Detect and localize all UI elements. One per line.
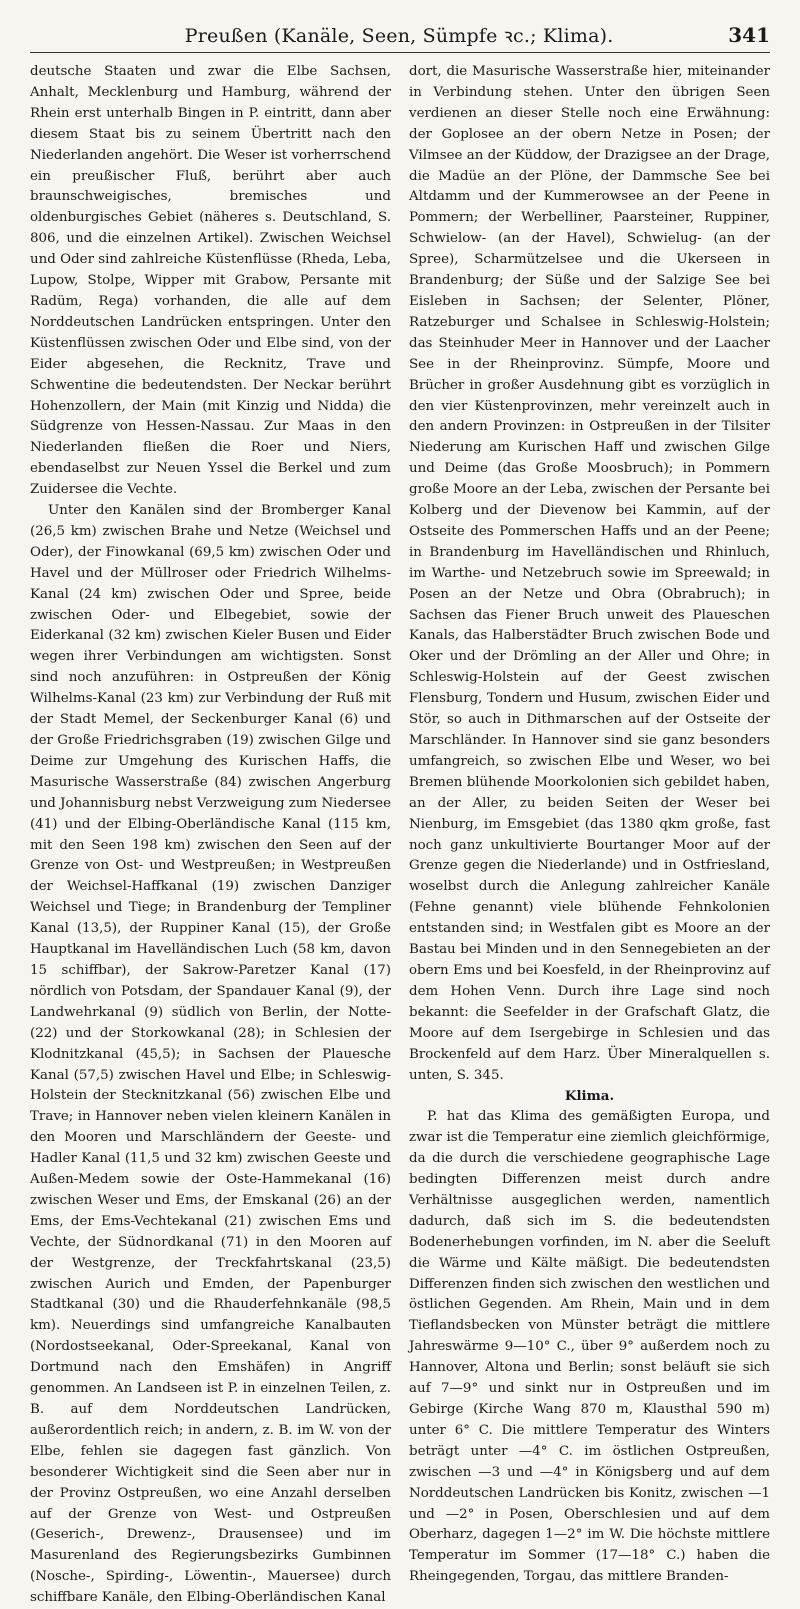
page-number: 341 — [728, 23, 770, 47]
paragraph: deutsche Staaten und zwar die Elbe Sachsen, Anhalt, Mecklenburg und Hamburg, während der Rhein erst unterhalb Bingen in P. eintritt, dann aber diesem Staat bis zu seinem Übertritt nach den Niederlanden angehört. Die Weser ist vorherrschend ein preußischer Fluß, berührt aber auch braunschweigisches, bremisches und oldenburgisches Gebiet (näheres s. Deutschland, S. 806, und die einzelnen Artikel). Zwischen Weichsel und Oder sind zahlreiche Küstenflüsse (Rheda, Leba, Lupow, Stolpe, Wipper mit Grabow, Persante mit Radüm, Rega) vorhanden, die alle auf dem Norddeutschen Landrücken entspringen. Unter den Küstenflüssen zwischen Oder und Elbe sind, von der Eider abgesehen, die Recknitz, Trave und Schwentine die bedeutendsten. Der Neckar berührt Hohenzollern, der Main (mit Kinzig und Nidda) die Südgrenze von Hessen-Nassau. Zur Maas in den Niederlanden fließen die Roer und Niers, ebendaselbst zur Neuen Yssel die Berkel und zum Zuidersee die Vechte. — [30, 64, 391, 498]
paragraph: P. hat das Klima des gemäßigten Europa, und zwar ist die Temperatur eine ziemlich gleichförmige, da die durch die verschiedene geographische Lage bedingten Differenzen meist durch andre Verhältnisse ausgeglichen werden, namentlich dadurch, daß sich im S. die bedeutendsten Bodenerhebungen vorfinden, im N. aber die Seeluft die Wärme und Kälte mäßigt. Die bedeutendsten Differenzen finden sich zwischen den westlichen und östlichen Gegenden. Am Rhein, Main und in dem Tieflandsbecken von Münster beträgt die mittlere Jahreswärme 9—10° C., über 9° außerdem noch zu Hannover, Altona und Berlin; sonst beläuft sie sich auf 7—9° und sinkt nur in Ostpreußen und im Gebirge (Kirche Wang 870 m, Klausthal 590 m) unter 6° C. Die mittlere Temperatur des Winters beträgt unter —4° C. im östlichen Ostpreußen, zwischen —3 und —4° in Königsberg und auf dem Norddeutschen Landrücken bis Konitz, zwischen —1 und —2° in Posen, Oberschlesien und auf dem Oberharz, dagegen 1—2° im W. Die höchste mittlere Temperatur im Sommer (17—18° C.) haben die Rheingegenden, Torgau, das mittlere Branden- — [409, 1109, 770, 1585]
left-column — [30, 62, 391, 1606]
paragraph: dort, die Masurische Wasserstraße hier, miteinander in Verbindung stehen. Unter den übrigen Seen verdienen an dieser Stelle noch eine Erwähnung: der Goplosee an der obern Netze in Posen; der Vilmsee an der Küddow, der Drazigsee an der Drage, die Madüe an der Plöne, der Dammsche See bei Altdamm und der Kummerowsee an der Peene in Pommern; der Werbelliner, Paarsteiner, Ruppiner, Schwielow- (an der Havel), Schwielug- (an der Spree), Scharmützelsee und die Ukerseen in Brandenburg; der Süße und der Salzige See bei Eisleben in Sachsen; der Selenter, Plöner, Ratzeburger und Schalsee in Schleswig-Holstein; das Steinhuder Meer in Hannover und der Laacher See in der Rheinprovinz. Sümpfe, Moore und Brücher in großer Ausdehnung gibt es vorzüglich in den vier Küstenprovinzen, mehr vereinzelt auch in den andern Provinzen: in Ostpreußen in der Tilsiter Niederung am Kurischen Haff und zwischen Gilge und Deime (das Große Moosbruch); in Pommern große Moore an der Leba, zwischen der Persante bei Kolberg und der Dievenow bei Kammin, auf der Ostseite des Pommerschen Haffs und an der Peene; in Brandenburg im Havelländischen und Rhinluch, im Warthe- und Netzebruch sowie im Spreewald; in Posen an der Netze und Obra (Obrabruch); in Sachsen das Fiener Bruch unweit des Plaueschen Kanals, das Halberstädter Bruch zwischen Bode und Oker und der Drömling an der Aller und Ohre; in Schleswig-Holstein auf der Geest zwischen Flensburg, Tondern und Husum, zwischen Eider und Stör, so auch in Dithmarschen auf der Ostseite der Marschländer. In Hannover sind sie ganz besonders umfangreich, so zwischen Elbe und Weser, wo bei Bremen blühende Moorkolonien sich gebildet haben, an der Aller, zu beiden Seiten der Weser bei Nienburg, im Emsgebiet (das 1380 qkm große, fast noch ganz unkultivierte Bourtanger Moor auf der Grenze gegen die Niederlande) und in Ostfriesland, woselbst durch die Anlegung zahlreicher Kanäle (Fehne genannt) viele blühende Fehnkolonien entstanden sind; in Westfalen gibt es Moore an der Bastau bei Minden und in den Sennegebieten an der obern Ems und bei Koesfeld, in der Rheinprovinz auf dem Hohen Venn. Durch ihre Lage sind noch bekannt: die Seefelder in der Grafschaft Glatz, die Moore auf dem Isergebirge in Schlesien und das Brockenfeld auf dem Harz. Über Mineralquellen s. unten, S. 345. — [409, 64, 770, 1083]
paragraph: Unter den Kanälen sind der Bromberger Kanal (26,5 km) zwischen Brahe und Netze (Weichsel und Oder), der Finowkanal (69,5 km) zwischen Oder und Havel und der Müllroser oder Friedrich Wilhelms-Kanal (24 km) zwischen Oder und Spree, beide zwischen Oder- und Elbegebiet, sowie der Eiderkanal (32 km) zwischen Kieler Busen und Eider wegen ihrer Verbindungen am wichtigsten. Sonst sind noch anzuführen: in Ostpreußen der König Wilhelms-Kanal (23 km) zur Verbindung der Ruß mit der Stadt Memel, der Seckenburger Kanal (6) und der Große Friedrichsgraben (19) zwischen Gilge und Deime zur Umgehung des Kurischen Haffs, die Masurische Wasserstraße (84) zwischen Angerburg und Johannisburg nebst Verzweigung zum Niedersee (41) und der Elbing-Oberländische Kanal (115 km, mit den Seen 198 km) zwischen den Seen auf der Grenze von Ost- und Westpreußen; in Westpreußen der Weichsel-Haffkanal (19) zwischen Danziger Weichsel und Tiege; in Brandenburg der Templiner Kanal (13,5), der Ruppiner Kanal (15), der Große Hauptkanal im Havelländischen Luch (58 km, davon 15 schiffbar), der Sakrow-Paretzer Kanal (17) nördlich von Potsdam, der Spandauer Kanal (9), der Landwehrkanal (9) südlich von Berlin, der Notte- (22) und der Storkowkanal (28); in Schlesien der Klodnitzkanal (45,5); in Sachsen der Plauesche Kanal (57,5) zwischen Havel und Elbe; in Schleswig-Holstein der Stecknitzkanal (56) zwischen Elbe und Trave; in Hannover neben vielen kleinern Kanälen in den Mooren und Marschländern der Geeste- und Hadler Kanal (11,5 und 32 km) zwischen Geeste und Außen-Medem sowie der Oste-Hammekanal (16) zwischen Weser und Ems, der Emskanal (26) an der Ems, der Ems-Vechtekanal (21) zwischen Ems und Vechte, der Südnordkanal (71) in den Mooren auf der Westgrenze, der Treckfahrtskanal (23,5) zwischen Aurich und Emden, der Papenburger Stadtkanal (30) und die Rhauderfehnkanäle (98,5 km). Neuerdings sind umfangreiche Kanalbauten (Nordostseekanal, Oder-Spreekanal, Kanal von Dortmund nach den Emshäfen) in Angriff genommen. An Landseen ist P. in einzelnen Teilen, z. B. auf dem Norddeutschen Landrücken, außerordentlich reich; in andern, z. B. im W. von der Elbe, fehlen sie dagegen fast gänzlich. Von besonderer Wichtigkeit sind die Seen aber nur in der Provinz Ostpreußen, wo eine Anzahl derselben auf der Grenze von West- und Ostpreußen (Geserich-, Drewenz-, Drausensee) und im Masurenland des Regierungsbezirks Gumbinnen (Nosche-, Spirding-, Löwentin-, Mauersee) durch schiffbare Kanäle, den Elbing-Oberländischen Kanal — [30, 503, 391, 1606]
text-columns — [30, 62, 770, 1606]
right-column — [409, 62, 770, 1585]
running-title: Preußen (Kanäle, Seen, Sümpfe ꝛc.; Klima). — [184, 25, 614, 47]
page-header — [30, 22, 770, 53]
section-heading-klima: Klima. — [564, 1088, 615, 1105]
